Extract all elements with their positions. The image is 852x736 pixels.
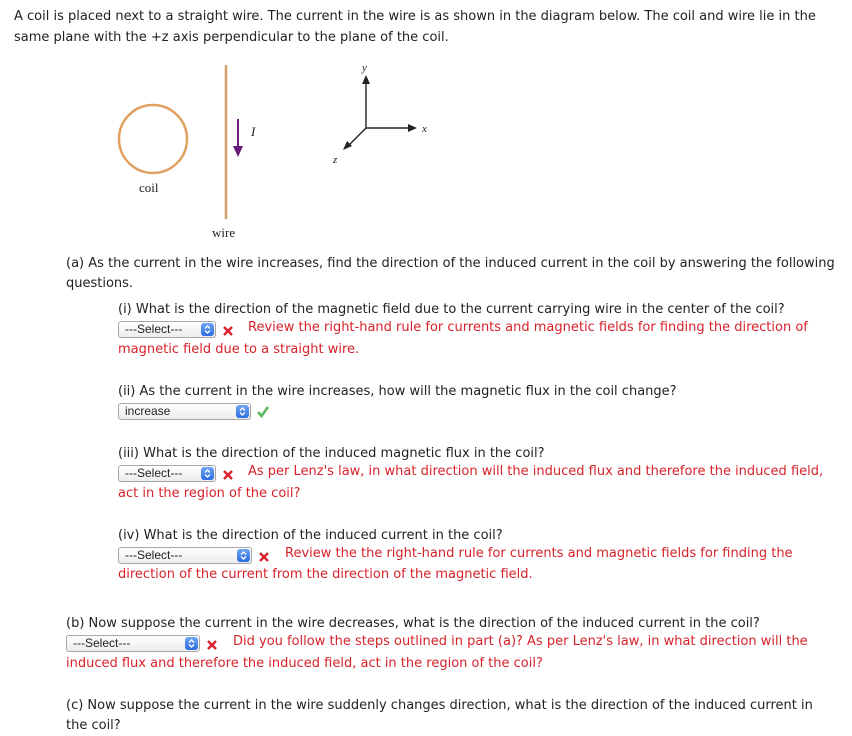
select-a-iii-value: ---Select--- [125, 466, 183, 480]
updown-chevron-icon [237, 549, 250, 562]
x-mark-icon [206, 639, 218, 651]
question-a-iii: (iii) What is the direction of the induced magnetic flux in the coil? [118, 446, 545, 461]
feedback-a-iv-line-2: direction of the current from the direction of the magnetic field. [118, 567, 533, 582]
check-mark-icon [256, 405, 270, 418]
part-a-line-1: (a) As the current in the wire increases, find the direction of the induced current in the coil by answering the following [66, 256, 835, 271]
feedback-b-line-1: Did you follow the steps outlined in part (a)? As per Lenz's law, in what direction will the [233, 634, 808, 649]
axis-z-label: z [333, 154, 338, 166]
updown-chevron-icon [236, 405, 249, 418]
feedback-a-i-line-1: Review the right-hand rule for currents and magnetic fields for finding the direction of [248, 320, 808, 335]
part-b-question: (b) Now suppose the current in the wire decreases, what is the direction of the induced current in the coil? [66, 616, 760, 631]
axis-x-label: x [422, 123, 427, 135]
coil-wire-diagram [0, 55, 460, 245]
select-a-iv[interactable] [118, 547, 252, 564]
select-b[interactable] [66, 635, 200, 652]
feedback-a-iv-line-1: Review the the right-hand rule for currents and magnetic fields for finding the [285, 546, 793, 561]
intro-line-1: A coil is placed next to a straight wire. The current in the wire is as shown in the diagram below. The coil and wire lie in the [14, 9, 816, 24]
select-a-ii[interactable] [118, 403, 251, 420]
feedback-a-i-line-2: magnetic field due to a straight wire. [118, 342, 360, 357]
question-a-i: (i) What is the direction of the magnetic field due to the current carrying wire in the center of the coil? [118, 302, 785, 317]
x-mark-icon [222, 469, 234, 481]
current-label: I [251, 124, 256, 139]
updown-chevron-icon [201, 467, 214, 480]
select-a-i-value: ---Select--- [125, 322, 183, 336]
feedback-b-line-2: induced flux and therefore the induced field, act in the region of the coil? [66, 656, 543, 671]
wire-label: wire [212, 225, 236, 240]
part-c-line-1: (c) Now suppose the current in the wire suddenly changes direction, what is the direction of the induced current in [66, 698, 813, 713]
part-c-question [66, 696, 846, 736]
question-a-ii: (ii) As the current in the wire increases, how will the magnetic flux in the coil change? [118, 384, 677, 399]
feedback-a-iii-line-1: As per Lenz's law, in what direction will the induced flux and therefore the induced field, [248, 464, 824, 479]
problem-statement [14, 7, 840, 48]
current-arrow-icon [233, 119, 243, 157]
intro-line-2: same plane with the +z axis perpendicular to the plane of the coil. [14, 29, 449, 45]
select-a-iv-value: ---Select--- [125, 548, 183, 562]
select-b-value: ---Select--- [73, 636, 131, 650]
updown-chevron-icon [185, 637, 198, 650]
coordinate-axes [343, 75, 417, 150]
coil-circle [119, 105, 187, 173]
coil-label: coil [139, 180, 159, 195]
select-a-i[interactable] [118, 321, 216, 338]
x-mark-icon [258, 551, 270, 563]
axis-y-label: y [362, 62, 367, 74]
question-a-iv: (iv) What is the direction of the induced current in the coil? [118, 528, 503, 543]
part-a-question [66, 254, 846, 294]
updown-chevron-icon [201, 323, 214, 336]
select-a-iii[interactable] [118, 465, 216, 482]
part-a-line-2: questions. [66, 276, 134, 291]
part-c-line-2: the coil? [66, 718, 121, 733]
select-a-ii-value: increase [125, 404, 171, 418]
feedback-a-iii-line-2: act in the region of the coil? [118, 486, 301, 501]
x-mark-icon [222, 325, 234, 337]
